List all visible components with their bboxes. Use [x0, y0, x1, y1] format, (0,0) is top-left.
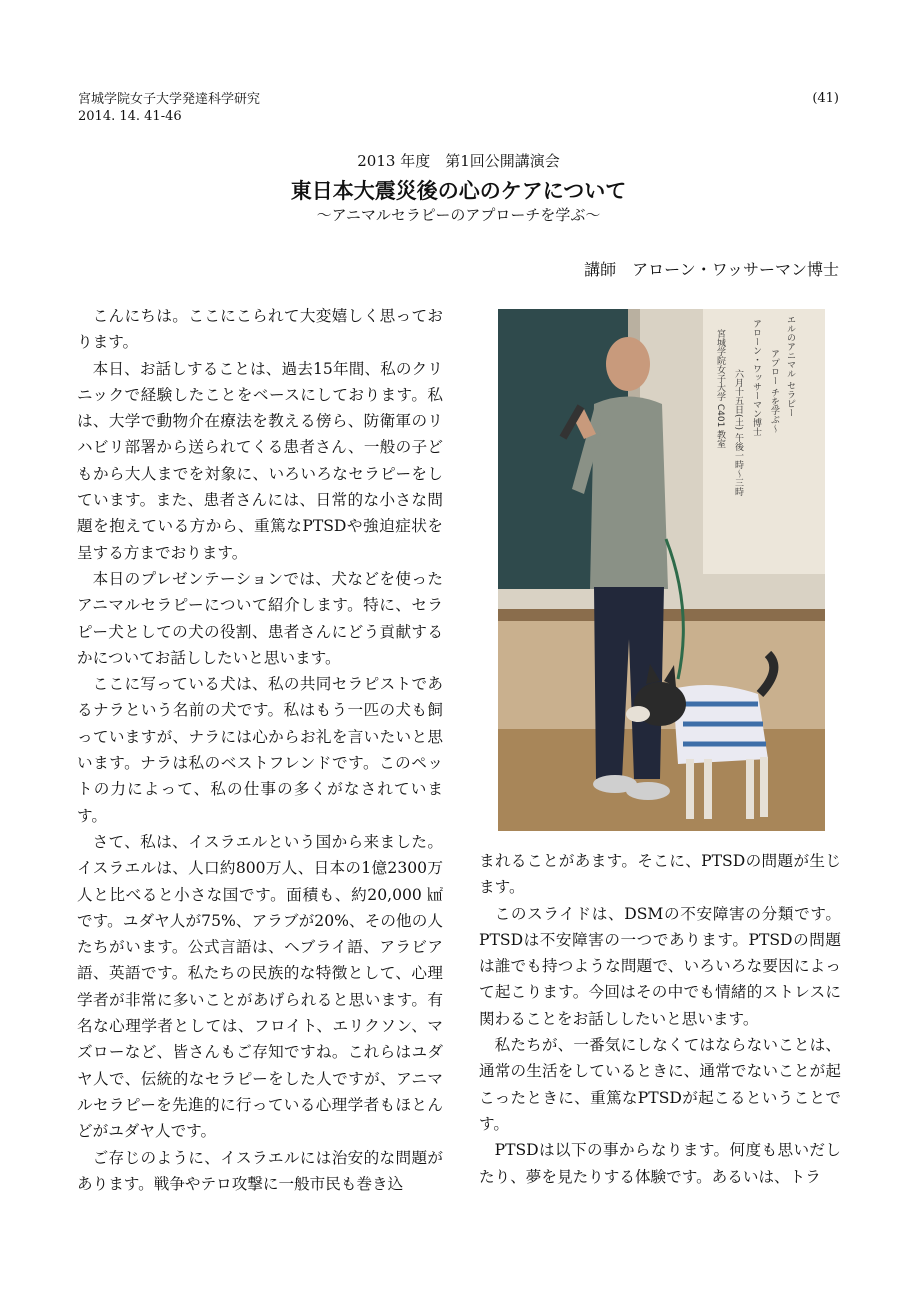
banner-text: エルのアニマル セラピー: [785, 315, 795, 417]
article-title: 東日本大震災後の心のケアについて: [290, 179, 627, 203]
banner-text: 六月十五日(土) 午後一時〜三時: [733, 369, 743, 496]
paragraph: このスライドは、DSMの不安障害の分類です。PTSDは不安障害の一つであります。PTSDの問題は誰でも持つような問題で、いろいろな要因によって起こります。今回はその中でも情緒的ストレスに関わることをお話ししたいと思います。: [479, 904, 841, 1028]
page-number: (41): [812, 91, 839, 106]
paragraph: こんにちは。ここにこられて大変嬉しく思っております。: [77, 307, 443, 352]
banner-text: 宮城学院女子大学 C401 教室: [715, 329, 725, 449]
banner-text: アローン・ワッサーマン博士: [751, 319, 761, 436]
paragraph: 本日、お話しすることは、過去15年間、私のクリニックで経験したことをベースにしております。私は、大学で動物介在療法を教える傍ら、防衛軍のリハビリ部署から送られてくる患者さん、一般の子どもから大人までを対象に、いろいろなセラピーをしています。また、患者さんには、日常的な小さな問題を抱えている方から、重篤なPTSDや強迫症状を呈する方までおります。: [77, 359, 443, 562]
paragraph: PTSDは以下の事からなります。何度も思いだしたり、夢を見たりする体験です。あるいは、トラ: [479, 1141, 841, 1186]
paragraph: ここに写っている犬は、私の共同セラピストであるナラという名前の犬です。私はもう一匹の犬も飼っていますが、ナラには心からお礼を言いたいと思います。ナラは私のベストフレンドです。このペットの力によって、私の仕事の多くがなされています。: [77, 675, 443, 825]
paragraph: 私たちが、一番気にしなくてはならないことは、通常の生活をしているときに、通常でないことが起こったときに、重篤なPTSDが起こるということです。: [479, 1036, 841, 1133]
article-subtitle: 〜アニマルセラピーのアプローチを学ぶ〜: [316, 206, 601, 224]
lecture-photo: [498, 309, 825, 831]
journal-citation: 2014. 14. 41-46: [78, 109, 182, 124]
paragraph: 本日のプレゼンテーションでは、犬などを使ったアニマルセラピーについて紹介します。特に、セラピー犬としての犬の役割、患者さんにどう貢献するかについてお話ししたいと思います。: [77, 569, 443, 667]
floor: [498, 729, 825, 831]
journal-name: 宮城学院女子大学発達科学研究: [78, 92, 261, 107]
paragraph: さて、私は、イスラエルという国から来ました。イスラエルは、人口約800万人、日本の1億2300万人と比べると小さな国です。面積も、約20,000 ㎢です。ユダヤ人が75%、アラブが20%、その他の人たちがいます。公式言語は、ヘブライ語、アラビア語、英語です。私たちの民族的な特徴として、心理学者が非常に多いことがあげられると思います。有名な心理学者としては、フロイト、エリクソン、マズローなど、皆さんもご存知ですね。これらはユダヤ人で、伝統的なセラピーをした人ですが、アニマルセラピーを先進的に行っている心理学者もほとんどがユダヤ人です。: [77, 832, 443, 1141]
journal-info: [78, 91, 260, 125]
banner-text: アプロー チを学ぶ〜: [769, 349, 779, 433]
right-column: [479, 848, 841, 1190]
left-column: [77, 303, 443, 1197]
speaker-name: 講師 アローン・ワッサーマン博士: [584, 260, 839, 279]
paragraph: まれることがあます。そこに、PTSDの問題が生じます。: [479, 852, 841, 897]
paragraph: ご存じのように、イスラエルには治安的な問題があります。戦争やテロ攻撃に一般市民も巻き込: [77, 1148, 443, 1193]
photo-illustration: [498, 309, 825, 831]
lecture-line: 2013 年度 第1回公開講演会: [357, 152, 560, 170]
